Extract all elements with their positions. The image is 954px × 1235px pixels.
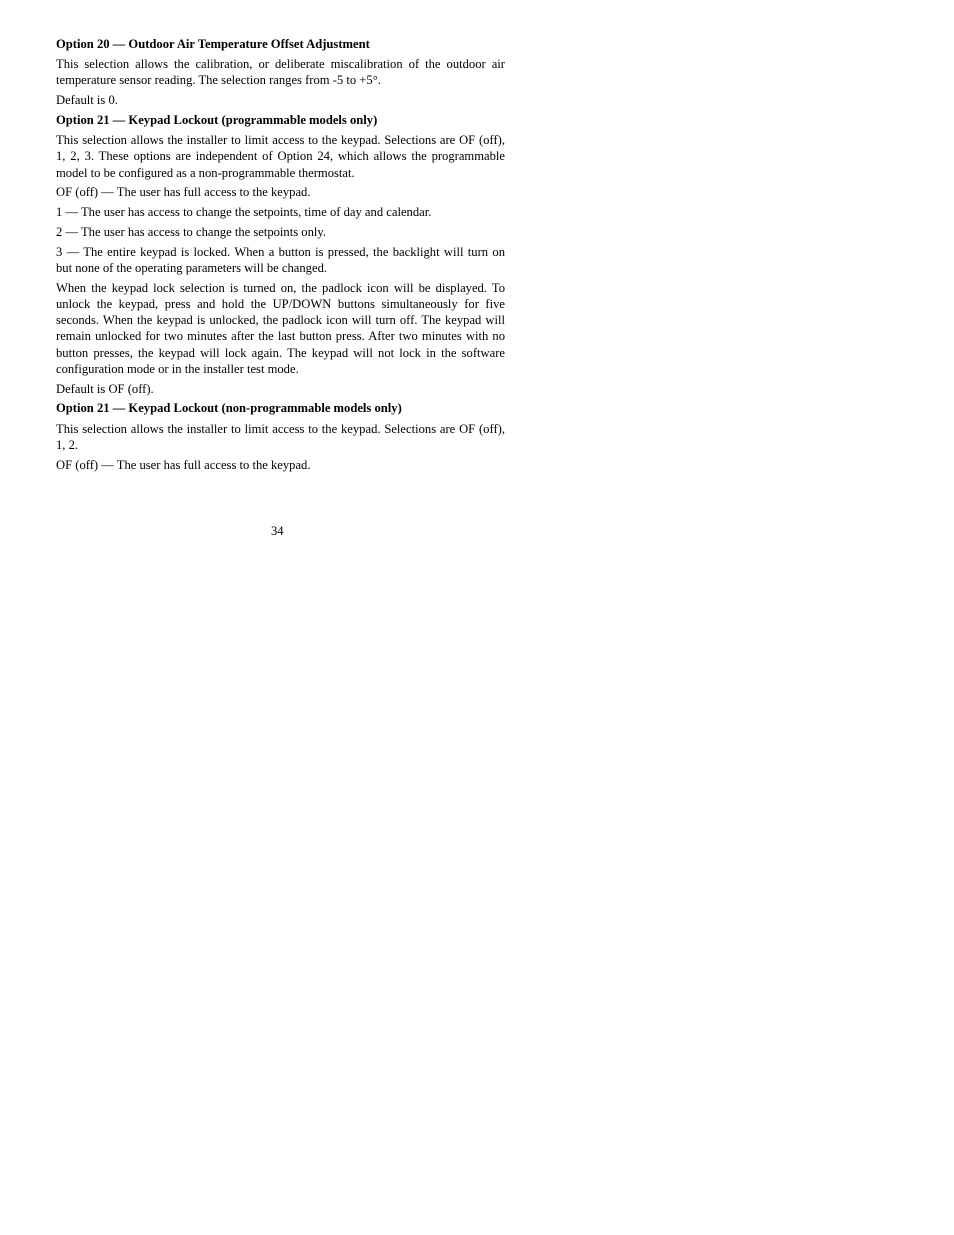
option-21-non-programmable-heading: Option 21 — Keypad Lockout (non-programmable models only) [56, 401, 402, 416]
option-21-programmable-description: This selection allows the installer to limit access to the keypad. Selections are OF (off), 1, 2, 3. These options are independent of Option 24, which allows the programmable model to be configured as a non-programmable thermostat. [56, 133, 505, 180]
option-21-programmable-default: Default is OF (off). [56, 381, 154, 396]
option-20-description: This selection allows the calibration, or deliberate miscalibration of the outdoor air temperature sensor reading. The selection ranges from -5 to +5°. [56, 57, 505, 88]
option-21-non-programmable-description: This selection allows the installer to limit access to the keypad. Selections are OF (off), 1, 2. [56, 421, 505, 452]
option-21-programmable-level-3: 3 — The entire keypad is locked. When a button is pressed, the backlight will turn on but none of the operating parameters will be changed. [56, 244, 505, 275]
option-20-default: Default is 0. [56, 93, 118, 108]
option-21-non-programmable-of: OF (off) — The user has full access to the keypad. [56, 457, 311, 472]
page-number: 34 [271, 524, 284, 538]
option-21-programmable-of: OF (off) — The user has full access to the keypad. [56, 185, 311, 200]
option-21-programmable-level-1: 1 — The user has access to change the setpoints, time of day and calendar. [56, 205, 432, 220]
option-21-programmable-heading: Option 21 — Keypad Lockout (programmable models only) [56, 113, 378, 127]
option-20-heading: Option 20 — Outdoor Air Temperature Offset Adjustment [56, 37, 370, 51]
document-column [56, 36, 505, 476]
option-21-programmable-padlock-note: When the keypad lock selection is turned on, the padlock icon will be displayed. To unlock the keypad, press and hold the UP/DOWN buttons simultaneously for five seconds. When the keypad is unlocked, the padlock icon will turn off. The keypad will remain unlocked for two minutes after the last button press. After two minutes with no button presses, the keypad will lock again. The keypad will not lock in the software configuration mode or in the installer test mode. [56, 280, 505, 376]
option-21-programmable-level-2: 2 — The user has access to change the setpoints only. [56, 225, 326, 239]
